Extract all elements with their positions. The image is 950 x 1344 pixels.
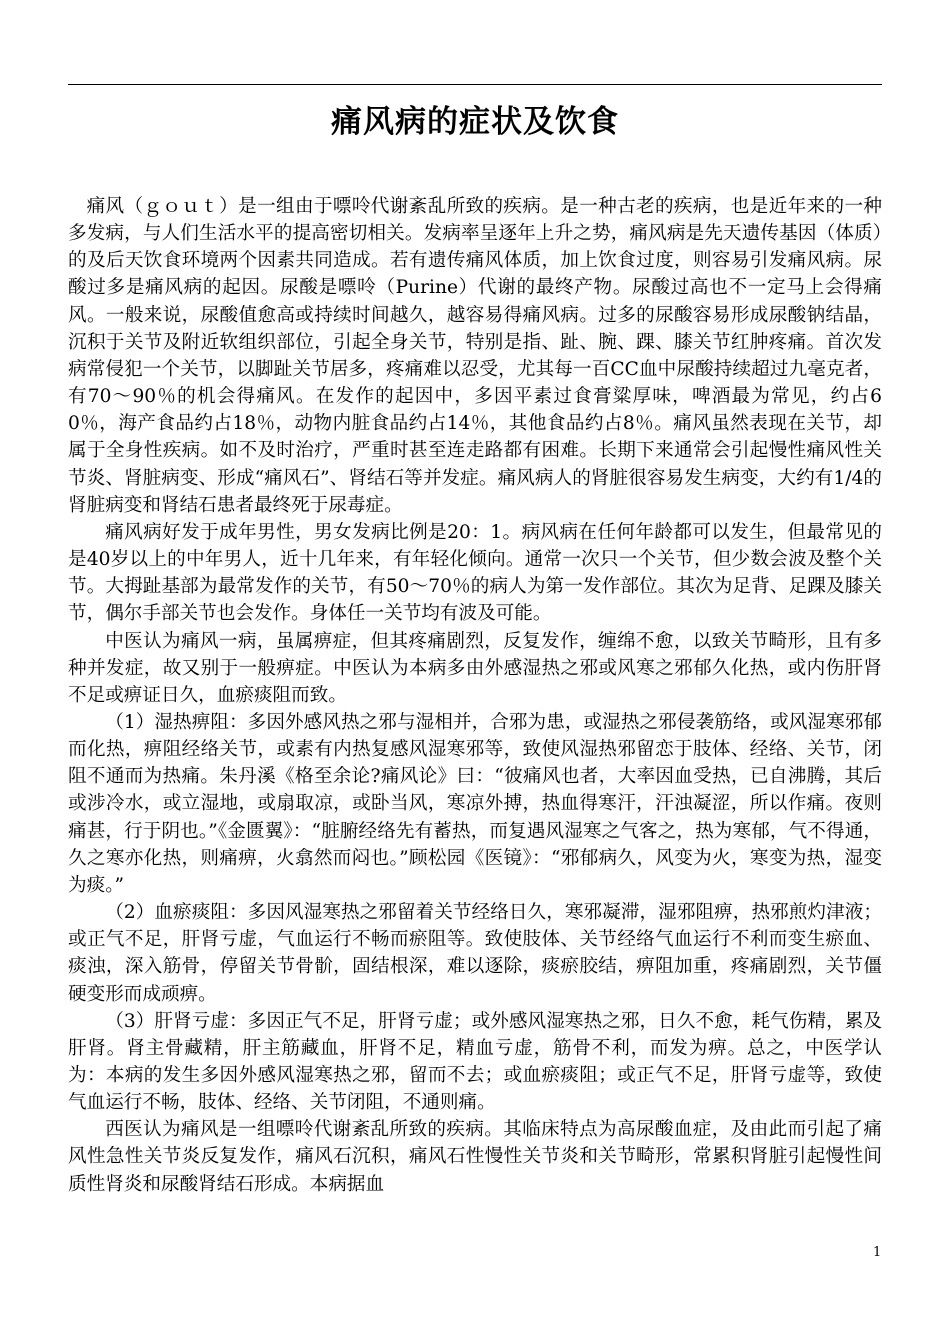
paragraph-blood-stasis: （2）血瘀痰阻：多因风湿寒热之邪留着关节经络日久，寒邪凝滞，湿邪阻痹，热邪煎灼津液；或正气不足，肝肾亏虚，气血运行不畅而瘀阻等。致使肢体、关节经络气血运行不利而变生瘀血、痰浊，深入筋骨，停留关节骨骱，固结根深，难以逐除，痰瘀胶结，痹阻加重，疼痛剧烈，关节僵硬变形而成顽痹。 xyxy=(68,902,882,1005)
paragraph-liver-kidney: （3）肝肾亏虚：多因正气不足，肝肾亏虚；或外感风湿寒热之邪，日久不愈，耗气伤精，累及肝肾。肾主骨藏精，肝主筋藏血，肝肾不足，精血亏虚，筋骨不利，而发为痹。总之，中医学认为：本病的发生多因外感风湿寒热之邪，留而不去；或血瘀痰阻；或正气不足，肝肾亏虚等，致使气血运行不畅，肢体、经络、关节闭阻，不通则痛。 xyxy=(68,1010,882,1114)
paragraph-gout-overview: 痛风（ｇｏｕｔ）是一组由于嘌呤代谢紊乱所致的疾病。是一种古老的疾病，也是近年来的一种多发病，与人们生活水平的提高密切相关。发病率呈逐年上升之势，痛风病是先天遗传基因（体质）的及后天饮食环境两个因素共同造成。若有遗传痛风体质，加上饮食过度，则容易引发痛风病。尿酸过多是痛风病的起因。尿酸是嘌呤（Purine）代谢的最终产物。尿酸过高也不一定马上会得痛风。一般来说，尿酸值愈高或持续时间越久，越容易得痛风病。过多的尿酸容易形成尿酸钠结晶，沉积于关节及附近软组织部位，引起全身关节，特别是指、趾、腕、踝、膝关节红肿疼痛。首次发病常侵犯一个关节，以脚趾关节居多，疼痛难以忍受，尤其每一百CC血中尿酸持续超过九毫克者，有70～90％的机会得痛风。在发作的起因中，多因平素过食膏粱厚味，啤酒最为常见，约占60％，海产食品约占18％，动物内脏食品约占14％，其他食品约占8％。痛风虽然表现在关节，却属于全身性疾病。如不及时治疗，严重时甚至连走路都有困难。长期下来通常会引起慢性痛风性关节炎、肾脏病变、形成“痛风石”、肾结石等并发症。痛风病人的肾脏很容易发生病变，大约有1/4的肾脏病变和肾结石患者最终死于尿毒症。 xyxy=(68,196,882,516)
paragraph-epidemiology: 痛风病好发于成年男性，男女发病比例是20：1。病风病在任何年龄都可以发生，但最常见的是40岁以上的中年男人，近十几年来，有年轻化倾向。通常一次只一个关节，但少数会波及整个关节。大拇趾基部为最常发作的关节，有50～70％的病人为第一发作部位。其次为足背、足踝及膝关节，偶尔手部关节也会发作。身体任一关节均有波及可能。 xyxy=(68,521,882,625)
document-title: 痛风病的症状及饮食 xyxy=(331,104,619,140)
header-rule xyxy=(68,84,882,85)
paragraph-western-view: 西医认为痛风是一组嘌呤代谢紊乱所致的疾病。其临床特点为高尿酸血症，及由此而引起了痛风性急性关节炎反复发作，痛风石沉积，痛风石性慢性关节炎和关节畸形，常累积肾脏引起慢性间质性肾炎和尿酸肾结石形成。本病据血 xyxy=(68,1119,882,1195)
paragraph-damp-heat: （1）湿热痹阻：多因外感风热之邪与湿相并，合邪为患，或湿热之邪侵袭筋络，或风湿寒邪郁而化热，痹阻经络关节，或素有内热复感风湿寒邪等，致使风湿热邪留恋于肢体、经络、关节，闭阻不通而为热痛。朱丹溪《格至余论?痛风论》曰：“彼痛风也者，大率因血受热，已自沸腾，其后或涉冷水，或立湿地，或扇取凉，或卧当风，寒凉外搏，热血得寒汗，汗浊凝涩，所以作痛。夜则痛甚，行于阴也。”《金匮翼》：“脏腑经络先有蓄热，而复遇风湿寒之气客之，热为寒郁，气不得通，久之寒亦化热，则痛痹，火翕然而闷也。”顾松园《医镜》：“邪郁病久，风变为火，寒变为热，湿变为痰。” xyxy=(68,711,882,896)
document-body xyxy=(68,193,882,1198)
page-number: 1 xyxy=(873,1245,882,1260)
paragraph-tcm-view: 中医认为痛风一病，虽属痹症，但其疼痛剧烈，反复发作，缠绵不愈，以致关节畸形，且有多种并发症，故又别于一般痹症。中医认为本病多由外感湿热之邪或风寒之邪郁久化热，或内伤肝肾不足或痹证日久，血瘀痰阻而致。 xyxy=(68,630,882,706)
